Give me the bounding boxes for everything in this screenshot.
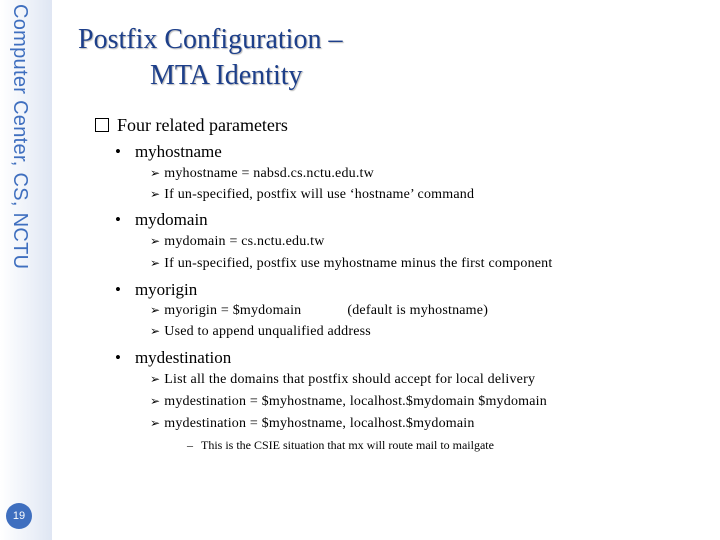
bullet-icon: • bbox=[115, 142, 121, 161]
slide-title bbox=[78, 22, 458, 94]
param-name: myhostname bbox=[134, 142, 222, 161]
param-detail bbox=[150, 234, 325, 250]
sidebar bbox=[0, 0, 52, 540]
arrow-bullet-icon: ➢ bbox=[150, 324, 161, 338]
arrow-bullet-icon: ➢ bbox=[150, 234, 161, 248]
param-detail-text: Used to append unqualified address bbox=[164, 324, 371, 339]
param-detail-text: If un-specified, postfix will use ‘hostname’ command bbox=[164, 187, 475, 202]
param-detail bbox=[150, 324, 371, 340]
bullet-icon: • bbox=[115, 210, 121, 229]
param-detail bbox=[150, 256, 552, 272]
param-name: myorigin bbox=[134, 280, 198, 299]
arrow-bullet-icon: ➢ bbox=[150, 187, 161, 201]
arrow-bullet-icon: ➢ bbox=[150, 416, 161, 430]
param-detail-text: mydomain = cs.nctu.edu.tw bbox=[164, 234, 325, 249]
title-line-1: Postfix Configuration – bbox=[78, 24, 343, 55]
square-bullet-icon bbox=[95, 118, 109, 132]
param-item bbox=[115, 280, 197, 300]
param-detail bbox=[150, 416, 475, 432]
param-detail-text: mydestination = $myhostname, localhost.$mydomain bbox=[164, 416, 475, 431]
param-item bbox=[115, 142, 222, 162]
param-name: mydomain bbox=[134, 210, 208, 229]
param-item bbox=[115, 348, 231, 368]
title-line-2: MTA Identity bbox=[150, 60, 303, 91]
param-name: mydestination bbox=[134, 348, 232, 367]
param-detail bbox=[150, 166, 374, 182]
bullet-icon: • bbox=[115, 280, 121, 299]
param-note-text: This is the CSIE situation that mx will route mail to mailgate bbox=[201, 438, 494, 452]
param-detail-text: If un-specified, postfix use myhostname minus the first component bbox=[164, 256, 553, 271]
param-detail bbox=[150, 372, 535, 388]
arrow-bullet-icon: ➢ bbox=[150, 372, 161, 386]
bullet-icon: • bbox=[115, 348, 121, 367]
page-number: 19 bbox=[6, 503, 32, 529]
param-detail-text: myhostname = nabsd.cs.nctu.edu.tw bbox=[164, 166, 374, 181]
arrow-bullet-icon: ➢ bbox=[150, 166, 161, 180]
heading-text: Four related parameters bbox=[117, 115, 288, 135]
sidebar-title: Computer Center, CS, NCTU bbox=[9, 4, 31, 270]
param-default-note: (default is myhostname) bbox=[347, 303, 489, 318]
param-detail-text: mydestination = $myhostname, localhost.$mydomain $mydomain bbox=[164, 394, 547, 409]
param-note: – This is the CSIE situation that mx will route mail to mailgate bbox=[187, 438, 494, 452]
arrow-bullet-icon: ➢ bbox=[150, 256, 161, 270]
param-detail-text: myorigin = $mydomain bbox=[164, 303, 302, 318]
arrow-bullet-icon: ➢ bbox=[150, 303, 161, 317]
param-detail bbox=[150, 187, 474, 203]
param-detail bbox=[150, 303, 488, 319]
param-detail-text: List all the domains that postfix should accept for local delivery bbox=[164, 372, 536, 387]
param-detail bbox=[150, 394, 547, 410]
arrow-bullet-icon: ➢ bbox=[150, 394, 161, 408]
param-item bbox=[115, 210, 208, 230]
heading-item bbox=[95, 115, 288, 136]
